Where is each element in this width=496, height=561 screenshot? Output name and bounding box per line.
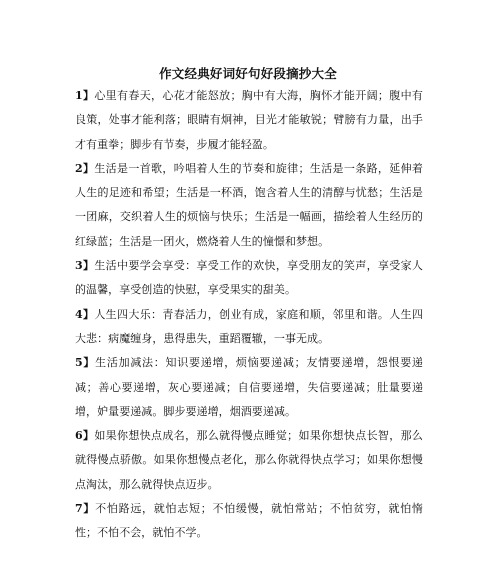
paragraph-text: 生活加减法：知识要递增，烦恼要递减；友情要递增，怨恨要递减；善心要递增，灰心要递减；自信要递增，失信要递减；肚量要递增，妒量要递减。脚步要递增，烟酒要递减。 [75,356,423,418]
paragraph-5 [75,351,423,424]
paragraph-number: 3】 [75,259,95,273]
paragraph-1 [75,84,423,157]
paragraph-number: 6】 [75,429,95,443]
paragraph-7 [75,497,423,546]
paragraph-number: 1】 [75,89,95,102]
paragraph-4 [75,303,423,352]
paragraph-text: 如果你想快点成名，那么就得慢点睡觉；如果你想快点长智，那么就得慢点骄傲。如果你想慢点老化，那么你就得快点学习；如果你想慢点淘汰，那么就得快点迈步。 [75,429,423,491]
paragraph-text: 人生四大乐：青春活力，创业有成，家庭和顺，邻里和谐。人生四大悲：病魔缠身，患得患失，重蹈覆辙，一事无成。 [75,307,423,345]
paragraph-3 [75,254,423,303]
paragraph-text: 不怕路远，就怕志短；不怕缓慢，就怕常站；不怕贫穷，就怕惰性；不怕不会，就怕不学。 [75,502,423,540]
paragraph-number: 2】 [75,161,95,175]
paragraph-text: 生活是一首歌，吟唱着人生的节奏和旋律；生活是一条路，延伸着人生的足迹和希望；生活是一杯酒，饱含着人生的清醇与忧愁；生活是一团麻，交织着人生的烦恼与快乐；生活是一幅画，描绘着人生经历的红绿蓝；生活是一团火，燃烧着人生的憧憬和梦想。 [75,161,423,248]
paragraph-number: 4】 [75,307,95,321]
paragraph-2 [75,157,423,254]
paragraph-text: 生活中要学会享受：享受工作的欢快，享受朋友的笑声，享受家人的温馨，享受创造的快慰，享受果实的甜美。 [75,259,423,297]
paragraph-number: 7】 [75,502,96,516]
paragraph-text: 心里有春天，心花才能怒放；胸中有大海，胸怀才能开阔；腹中有良策，处事才能利落；眼睛有炯神，目光才能敏锐；臂膀有力量，出手才有重拳；脚步有节奏，步履才能轻盈。 [75,89,423,151]
document-title: 作文经典好词好句好段摘抄大全 [159,66,337,81]
paragraph-6 [75,424,423,497]
paragraph-number: 5】 [75,356,96,370]
document-body [75,84,423,546]
